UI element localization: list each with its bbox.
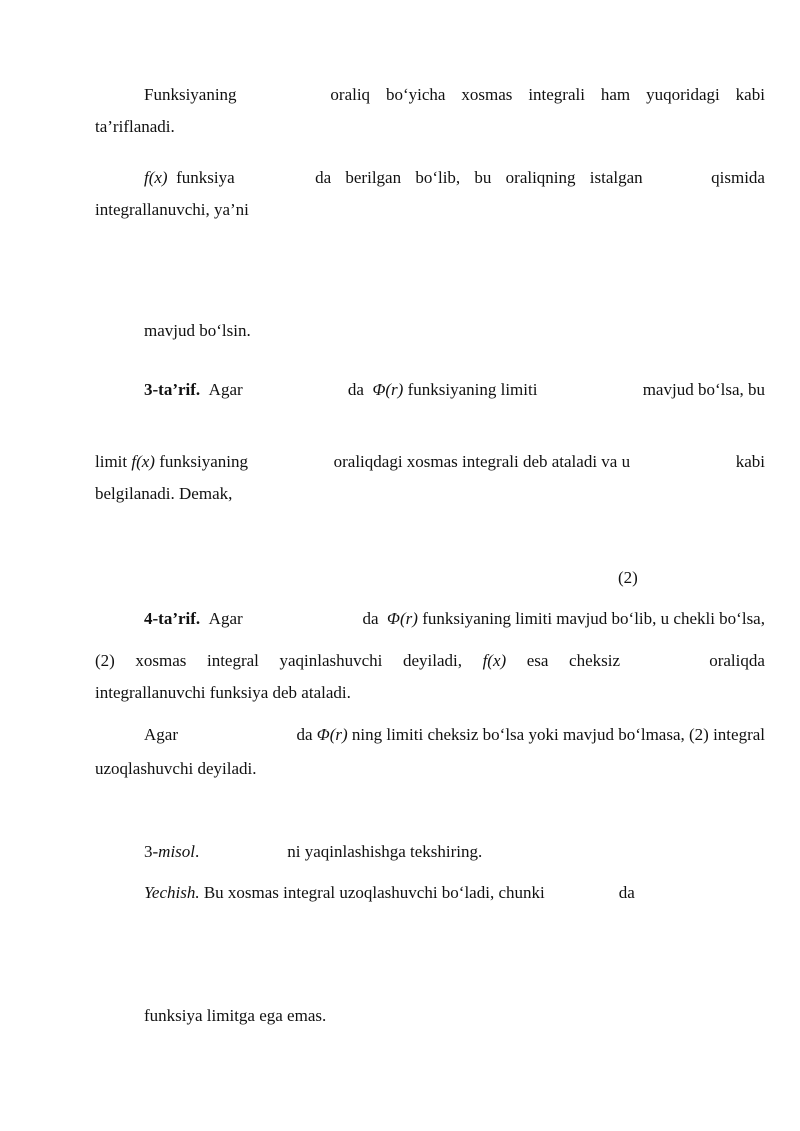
formula-gap [270, 380, 320, 400]
formula-gap [565, 380, 615, 400]
formula-gap [217, 725, 257, 745]
p5-line1 [144, 725, 765, 745]
fx-symbol: f(x) [131, 452, 155, 471]
fx-symbol: f(x) [144, 168, 168, 187]
formula-gap [653, 452, 713, 472]
def3-word: oraliqdagi xosmas integrali deb ataladi va u [333, 452, 631, 471]
phi-symbol: Φ(r) [387, 609, 418, 628]
p2-word: oraliqning [505, 168, 576, 187]
final-line: funksiya limitga ega emas. [144, 1006, 327, 1025]
def4-line2 [95, 651, 765, 671]
solution-label: Yechish. [144, 883, 200, 902]
def3-word: mavjud bo‘lsa, bu [642, 380, 765, 399]
def3-line2 [95, 452, 765, 472]
def4-word: esa [526, 651, 549, 670]
example-number: 3- [144, 842, 159, 861]
def3-word: limit [95, 452, 128, 471]
def4-word: (2) [95, 651, 115, 670]
def4-word: integral [206, 651, 259, 670]
example-label: misol [158, 842, 196, 861]
def3-word: funksiyaning [159, 452, 248, 471]
formula-gap [281, 609, 325, 629]
equation-number: (2) [618, 568, 638, 587]
def4-word: oraliqda [709, 651, 765, 670]
p5-line2: uzoqlashuvchi deyiladi. [95, 759, 257, 778]
p2-word: berilgan [345, 168, 402, 187]
def4-word: da [362, 609, 379, 628]
p1-word: integrali [528, 85, 585, 104]
solution-word: da [618, 883, 635, 902]
p1-word: Funksiyaning [144, 85, 237, 104]
p2-word: qismida [711, 168, 765, 187]
def4-word: deyiladi, [402, 651, 462, 670]
solution-text: Bu xosmas integral uzoqlashuvchi bo‘ladi, chunki [203, 883, 545, 902]
p2-word: bo‘lib, [415, 168, 461, 187]
def3-word: funksiyaning limiti [407, 380, 538, 399]
formula-gap [641, 651, 689, 671]
example-text: ni yaqinlashishga tekshiring. [287, 842, 483, 861]
example-dot: . [195, 842, 200, 861]
def3-word: Agar [208, 380, 243, 399]
def3-line3: belgilanadi. Demak, [95, 484, 233, 503]
fx-symbol: f(x) [482, 651, 507, 670]
def4-line3: integrallanuvchi funksiya deb ataladi. [95, 683, 351, 702]
phi-symbol: Φ(r) [372, 380, 404, 399]
p2-word: istalgan [589, 168, 643, 187]
formula-gap [657, 168, 697, 188]
p5-word: Agar [144, 725, 178, 744]
p1-word: ham [600, 85, 631, 104]
p2-word: da [315, 168, 332, 187]
p1-word: bo‘yicha [385, 85, 446, 104]
p5-word: da [296, 725, 313, 744]
p3-line: mavjud bo‘lsin. [144, 321, 251, 340]
p2-line1 [144, 168, 765, 188]
p1-word: kabi [735, 85, 765, 104]
def3-line1 [144, 380, 765, 400]
example-3-line [144, 842, 482, 862]
p2-line2: integrallanuvchi, ya’ni [95, 200, 249, 219]
p1-line1 [144, 85, 765, 105]
p1-line2: ta’riflanadi. [95, 117, 175, 136]
formula-gap [252, 85, 314, 105]
def4-word: cheksiz [569, 651, 621, 670]
def4-word: yaqinlashuvchi [279, 651, 383, 670]
p5-word: ning limiti cheksiz bo‘lsa yoki mavjud bo‘lmasa, (2) integral [351, 725, 765, 744]
p1-word: yuqoridagi [646, 85, 720, 104]
def3-label: 3-ta’rif. [144, 380, 201, 399]
def4-word: xosmas [135, 651, 187, 670]
p1-word: oraliq [330, 85, 371, 104]
def4-word: funksiyaning limiti mavjud bo‘lib, u chekli bo‘lsa, [422, 609, 765, 628]
p2-word: bu [474, 168, 492, 187]
def4-word: Agar [208, 609, 243, 628]
phi-symbol: Φ(r) [316, 725, 348, 744]
def4-label: 4-ta’rif. [144, 609, 201, 628]
def4-line1 [144, 609, 765, 629]
def3-word: da [347, 380, 364, 399]
p2-word: funksiya [176, 168, 235, 187]
def3-word: kabi [735, 452, 765, 471]
formula-gap [249, 168, 301, 188]
solution-line [144, 883, 635, 903]
p1-word: xosmas [461, 85, 513, 104]
formula-gap [271, 452, 311, 472]
